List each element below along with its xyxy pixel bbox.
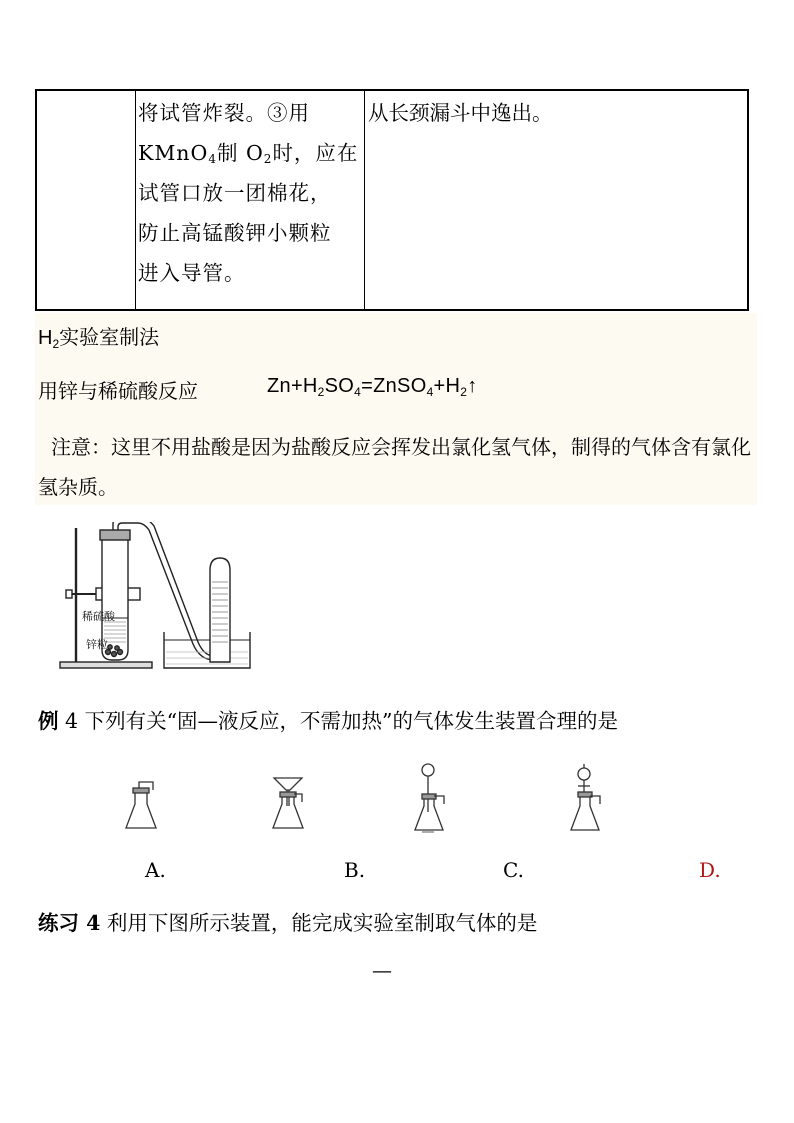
stopper bbox=[100, 530, 130, 540]
h2-section-title: $H_2$实验室制法 bbox=[38, 325, 160, 351]
precaution-line-3: 试管口放一团棉花， bbox=[138, 181, 332, 205]
option-a[interactable]: A. bbox=[145, 858, 166, 882]
h2-method: 用锌与稀硫酸反应 bbox=[38, 379, 198, 403]
flask-d-icon bbox=[566, 762, 606, 834]
precaution-line-4: 防止高锰酸钾小颗粒 bbox=[138, 221, 332, 245]
content-table bbox=[35, 89, 749, 311]
table-cell-note: 从长颈漏斗中逸出。 bbox=[368, 101, 553, 125]
precaution-line-5: 进入导管。 bbox=[138, 261, 246, 285]
option-d[interactable]: D. bbox=[699, 858, 721, 882]
h2-equation: $Zn+H_2SO_4=ZnSO_4+H_2↑$ bbox=[267, 375, 478, 399]
precaution-line-1: 将试管炸裂。③用 bbox=[138, 101, 310, 125]
practice-4-question: 练习 4 利用下图所示装置，能完成实验室制取气体的是 bbox=[38, 911, 538, 935]
flask-c-icon bbox=[410, 762, 450, 834]
answer-blank: — bbox=[372, 958, 392, 982]
h2-section bbox=[35, 313, 757, 505]
table-cell-empty bbox=[37, 91, 136, 309]
option-c[interactable]: C. bbox=[503, 858, 524, 882]
example-4-question: 例 4 下列有关“固—液反应，不需加热”的气体发生装置合理的是 bbox=[38, 709, 619, 733]
label-zinc: 锌粒 bbox=[86, 638, 108, 651]
label-dilute-acid: 稀硫酸 bbox=[82, 610, 115, 623]
water-trough bbox=[164, 632, 250, 668]
table-cell-precautions bbox=[136, 91, 365, 309]
h2-note: 注意：这里不用盐酸是因为盐酸反应会挥发出氯化氢气体，制得的气体含有氯化氢杂质。 bbox=[38, 435, 751, 499]
stand-base bbox=[60, 662, 152, 668]
option-b[interactable]: B. bbox=[344, 858, 366, 882]
flask-b-icon bbox=[268, 776, 308, 832]
collecting-tube bbox=[210, 558, 230, 662]
precaution-line-2: KMnO$_4$制 $O_2$时，应在 bbox=[138, 141, 359, 166]
h2-apparatus-figure bbox=[38, 522, 338, 674]
flask-a-icon bbox=[123, 780, 159, 832]
